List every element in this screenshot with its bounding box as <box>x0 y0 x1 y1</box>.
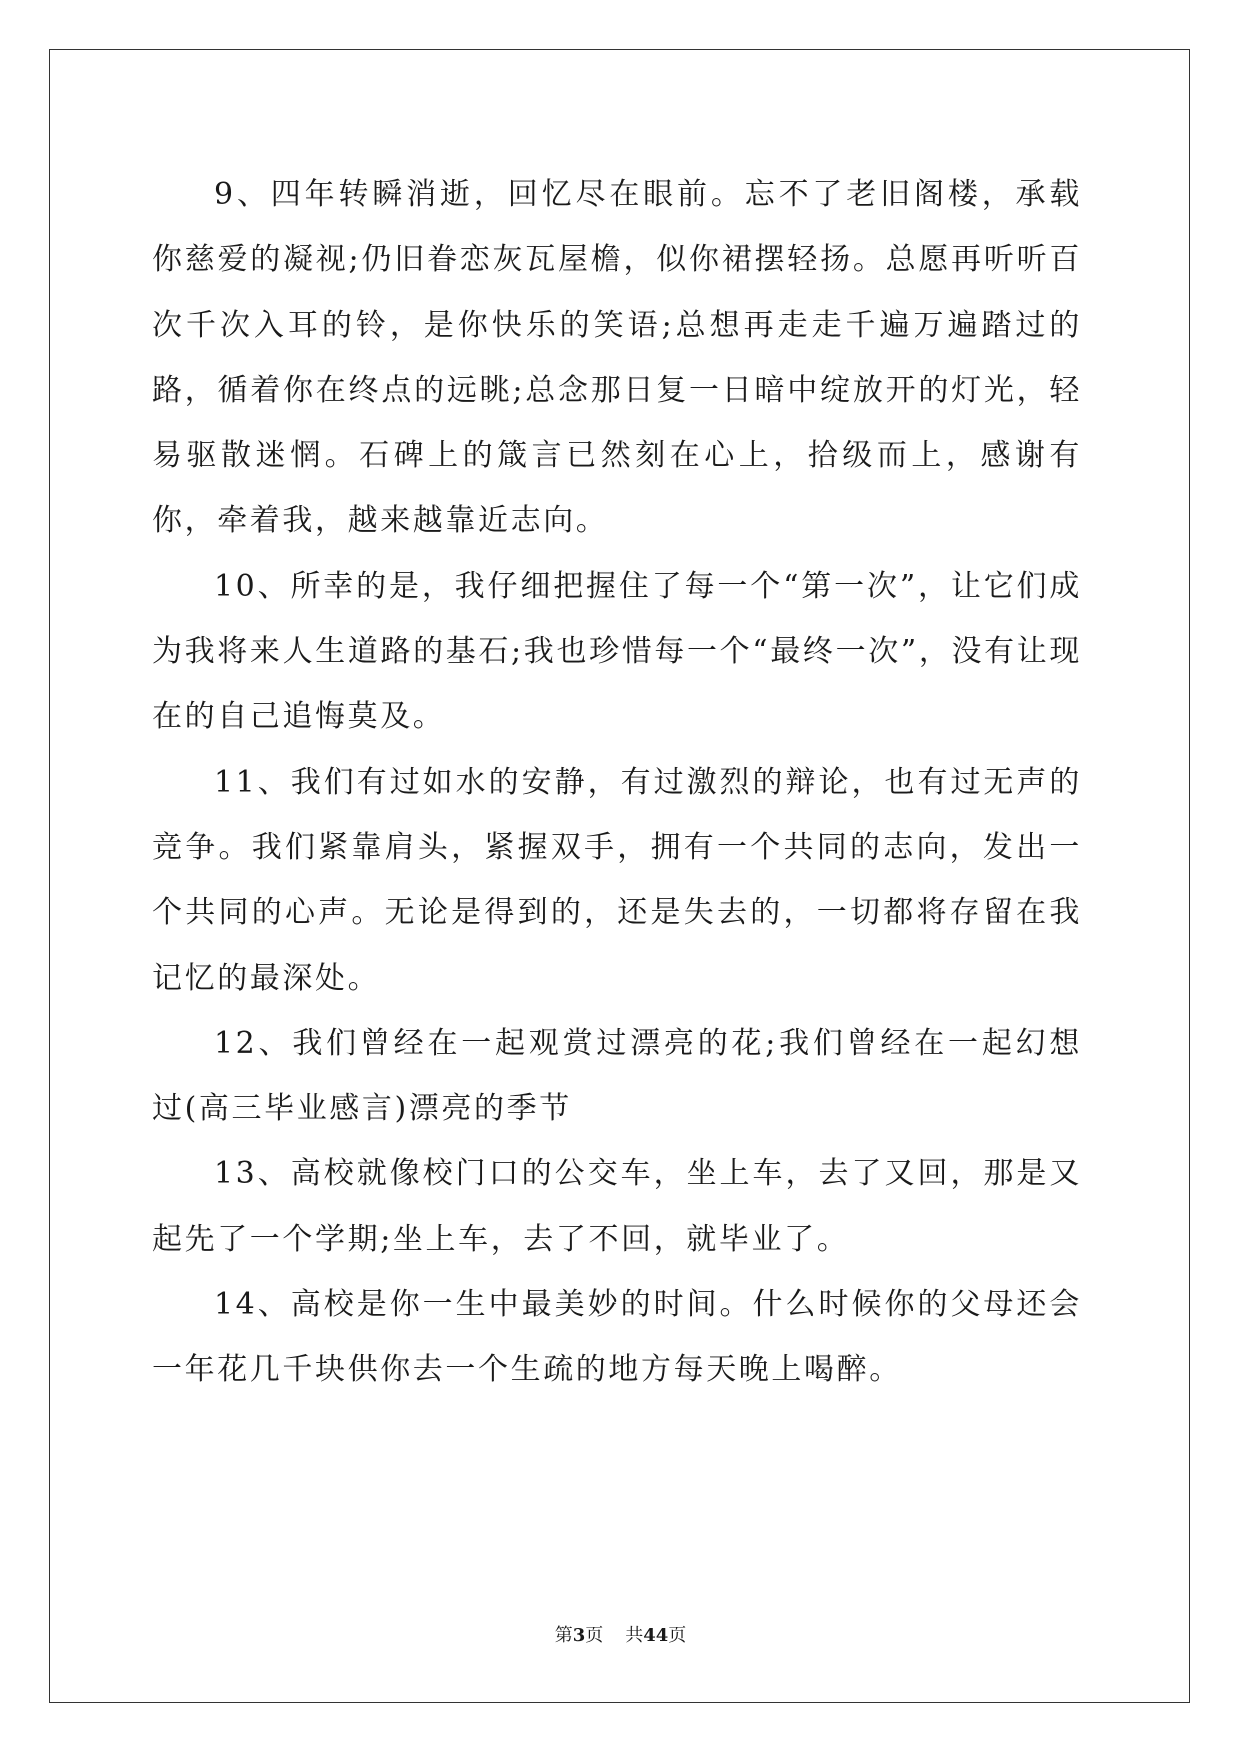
total-prefix: 共 <box>625 1625 644 1646</box>
document-body <box>152 162 1082 1403</box>
paragraph-11: 11、我们有过如水的安静，有过激烈的辩论，也有过无声的竞争。我们紧靠肩头，紧握双手，拥有一个共同的志向，发出一个共同的心声。无论是得到的，还是失去的，一切都将存留在我记忆的最深处。 <box>152 764 1082 996</box>
page-prefix: 第 <box>554 1625 573 1646</box>
paragraph-10: 10、所幸的是，我仔细把握住了每一个“第一次”，让它们成为我将来人生道路的基石;我也珍惜每一个“最终一次”，没有让现在的自己追悔莫及。 <box>152 568 1082 735</box>
total-unit: 页 <box>668 1625 687 1646</box>
paragraph-14: 14、高校是你一生中最美妙的时间。什么时候你的父母还会一年花几千块供你去一个生疏的地方每天晚上喝醉。 <box>152 1287 1082 1388</box>
paragraph-12: 12、我们曾经在一起观赏过漂亮的花;我们曾经在一起幻想过(高三毕业感言)漂亮的季节 <box>152 1025 1082 1127</box>
paragraph-13: 13、高校就像校门口的公交车，坐上车，去了又回，那是又起先了一个学期;坐上车，去了不回，就毕业了。 <box>152 1156 1082 1257</box>
current-page-number: 3 <box>572 1625 586 1646</box>
paragraph-9: 9、四年转瞬消逝，回忆尽在眼前。忘不了老旧阁楼，承载你慈爱的凝视;仍旧眷恋灰瓦屋檐，似你裙摆轻扬。总愿再听听百次千次入耳的铃，是你快乐的笑语;总想再走走千遍万遍踏过的路，循着你在终点的远眺;总念那日复一日暗中绽放开的灯光，轻易驱散迷惘。石碑上的箴言已然刻在心上，拾级而上，感谢有你，牵着我，越来越靠近志向。 <box>152 177 1082 539</box>
total-page-count: 44 <box>643 1625 669 1646</box>
page-unit: 页 <box>585 1625 604 1646</box>
page-footer <box>0 1624 1241 1648</box>
